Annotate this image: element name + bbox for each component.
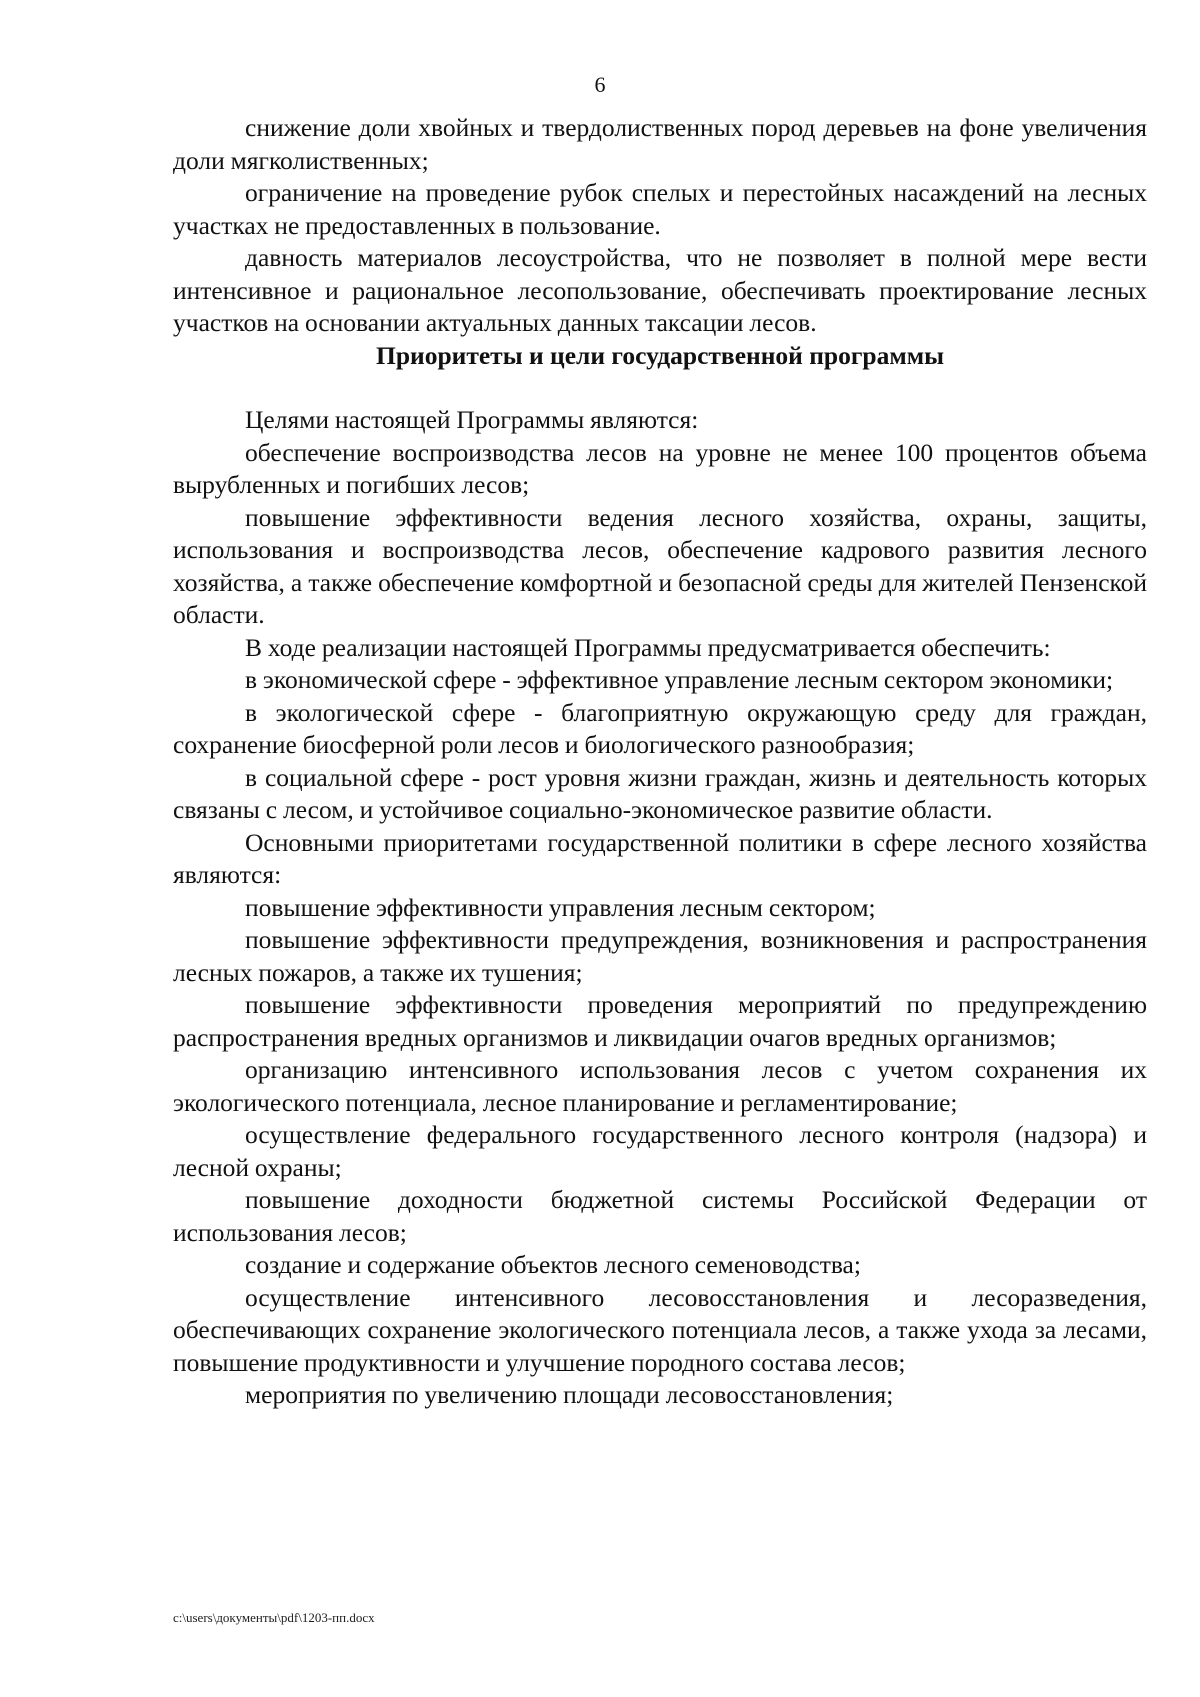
paragraph: в экологической сфере - благоприятную окружающую среду для граждан, сохранение биосферной роли лесов и биологического разнообразия; bbox=[173, 697, 1147, 759]
paragraph: повышение эффективности ведения лесного хозяйства, охраны, защиты, использования и воспроизводства лесов, обеспечение кадрового развития лесного хозяйства, а также обеспечение комфортной и безопасной среды для жителей Пензенской области. bbox=[173, 502, 1147, 629]
section-heading: Приоритеты и цели государственной программы bbox=[375, 340, 944, 370]
paragraph: давность материалов лесоустройства, что не позволяет в полной мере вести интенсивное и рациональное лесопользование, обеспечивать проектирование лесных участков на основании актуальных данных таксации лесов. bbox=[173, 243, 1147, 337]
paragraph: Целями настоящей Программы являются: bbox=[245, 405, 699, 434]
paragraph: повышение доходности бюджетной системы Российской Федерации от использования лесов; bbox=[173, 1185, 1147, 1247]
paragraph: повышение эффективности предупреждения, возникновения и распространения лесных пожаров, а также их тушения; bbox=[173, 925, 1147, 987]
paragraph: снижение доли хвойных и твердолиственных пород деревьев на фоне увеличения доли мягколиственных; bbox=[173, 113, 1147, 175]
paragraph: организацию интенсивного использования лесов с учетом сохранения их экологического потенциала, лесное планирование и регламентирование; bbox=[173, 1055, 1147, 1117]
paragraph: ограничение на проведение рубок спелых и перестойных насаждений на лесных участках не предоставленных в пользование. bbox=[173, 178, 1147, 240]
paragraph: обеспечение воспроизводства лесов на уровне не менее 100 процентов объема вырубленных и погибших лесов; bbox=[173, 437, 1147, 499]
paragraph: мероприятия по увеличению площади лесовосстановления; bbox=[245, 1380, 894, 1409]
paragraph: осуществление федерального государственного лесного контроля (надзора) и лесной охраны; bbox=[173, 1120, 1147, 1182]
paragraph: В ходе реализации настоящей Программы предусматривается обеспечить: bbox=[245, 632, 1051, 662]
footer-file-path: c:\users\документы\pdf\1203-пп.docx bbox=[173, 1610, 375, 1625]
document-body bbox=[173, 112, 1147, 1412]
paragraph: в социальной сфере - рост уровня жизни граждан, жизнь и деятельность которых связаны с лесом, и устойчивое социально-экономическое развитие области. bbox=[173, 762, 1147, 824]
page-number: 6 bbox=[594, 72, 606, 97]
paragraph: в экономической сфере - эффективное управление лесным сектором экономики; bbox=[245, 665, 1114, 694]
paragraph: повышение эффективности управления лесным сектором; bbox=[245, 892, 876, 922]
paragraph: создание и содержание объектов лесного семеноводства; bbox=[245, 1250, 861, 1279]
paragraph: осуществление интенсивного лесовосстановления и лесоразведения, обеспечивающих сохранение экологического потенциала лесов, а также ухода за лесами, повышение продуктивности и улучшение породного состава лесов; bbox=[173, 1282, 1147, 1377]
paragraph: повышение эффективности проведения мероприятий по предупреждению распространения вредных организмов и ликвидации очагов вредных организмов; bbox=[173, 990, 1147, 1052]
paragraph: Основными приоритетами государственной политики в сфере лесного хозяйства являются: bbox=[173, 827, 1147, 889]
